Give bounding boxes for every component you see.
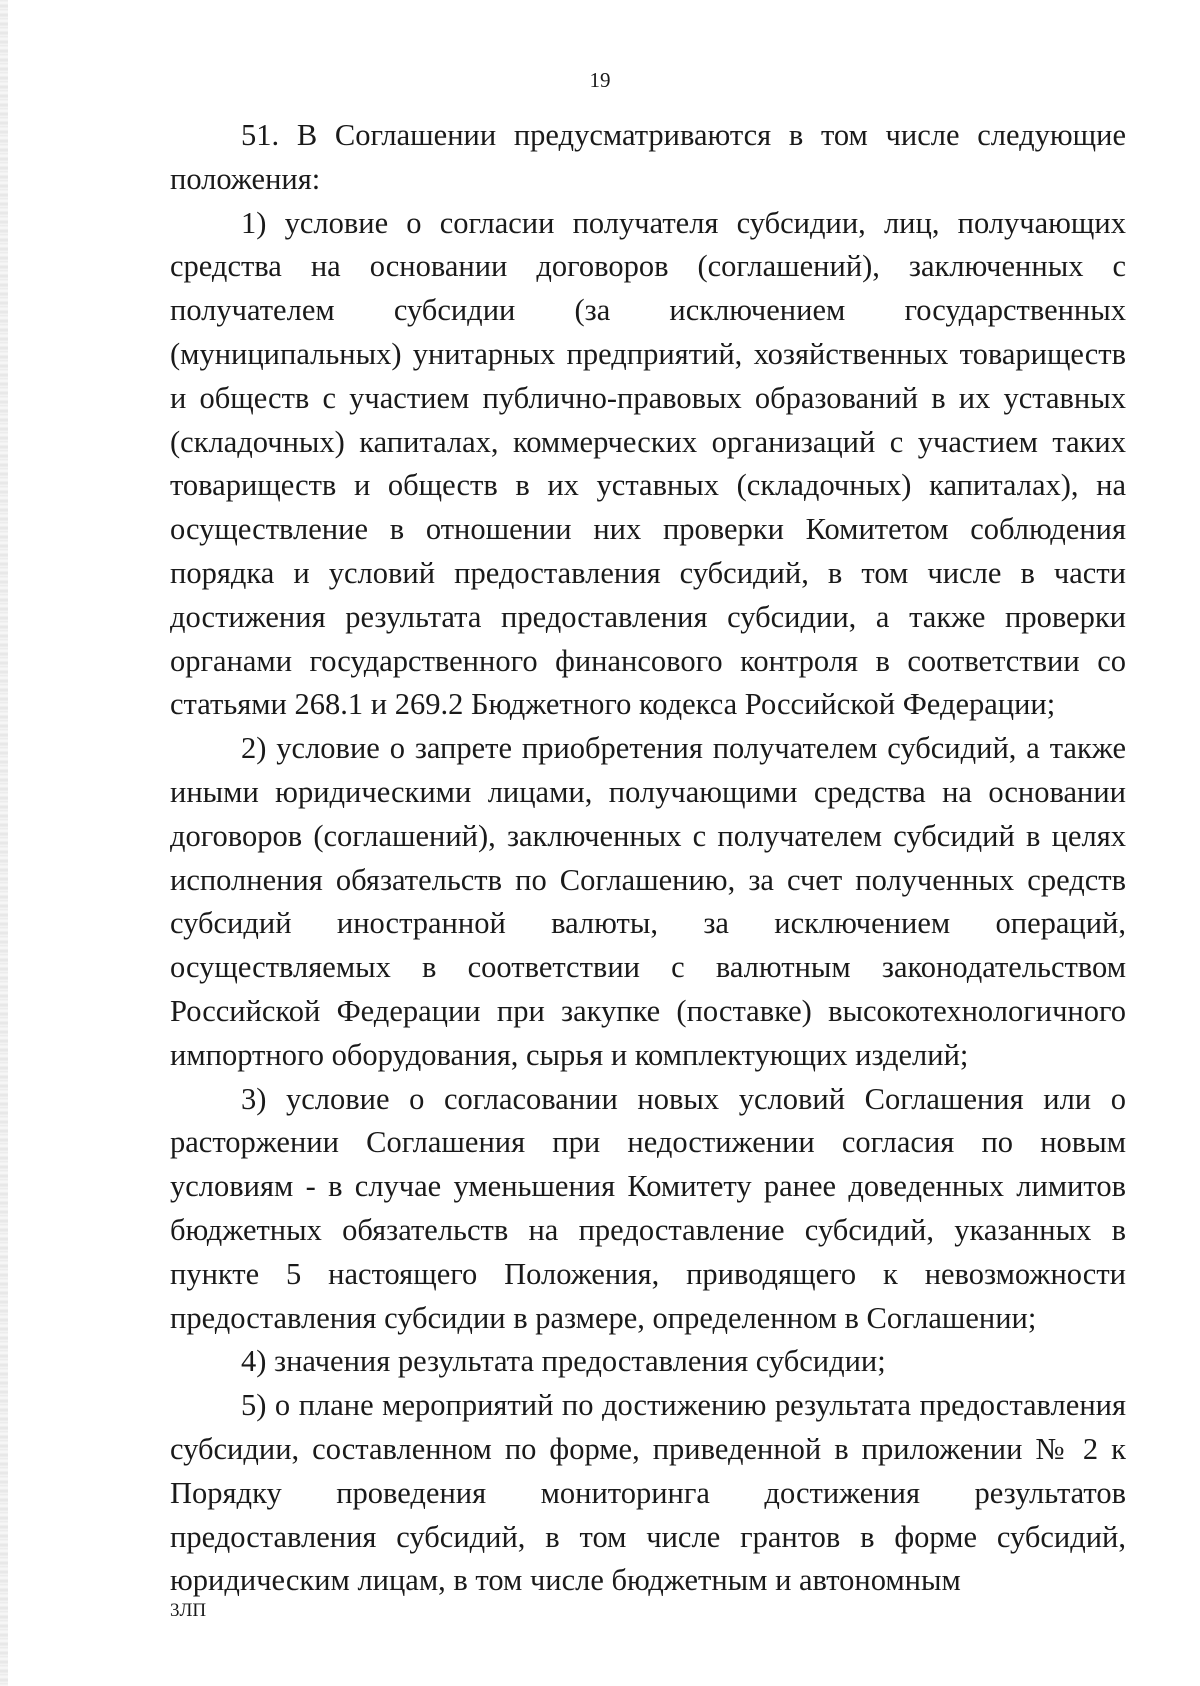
paragraph-item-2: 2) условие о запрете приобретения получателем субсидий, а также иными юридическими лицами, получающими средства на основании договоров (соглашений), заключенных с получателем субсидий в целях исполнения обязательств по Соглашению, за счет полученных средств субсидий иностранной валюты, за исключением операций, осуществляемых в соответствии с валютным законодательством Российской Федерации при закупке (поставке) высокотехнологичного импортного оборудования, сырья и комплектующих изделий; — [170, 731, 1126, 1072]
paragraph-item-3: 3) условие о согласовании новых условий Соглашения или о расторжении Соглашения при недостижении согласия по новым условиям - в случае уменьшения Комитету ранее доведенных лимитов бюджетных обязательств на предоставление субсидий, указанных в пункте 5 настоящего Положения, приводящего к невозможности предоставления субсидии в размере, определенном в Соглашении; — [170, 1081, 1126, 1335]
paragraph-51-intro: 51. В Соглашении предусматриваются в том числе следующие положения: — [170, 118, 1126, 196]
paragraph-item-1: 1) условие о согласии получателя субсидии, лиц, получающих средства на основании договоров (соглашений), заключенных с получателем субсидии (за исключением государственных (муниципальных) унитарных предприятий, хозяйственных товариществ и обществ с участием публично-правовых образований в их уставных (складочных) капиталах, коммерческих организаций с участием таких товариществ и обществ в их уставных (складочных) капиталах), на осуществление в отношении них проверки Комитетом соблюдения порядка и условий предоставления субсидий, в том числе в части достижения результата предоставления субсидии, а также проверки органами государственного финансового контроля в соответствии со статьями 268.1 и 269.2 Бюджетного кодекса Российской Федерации; — [170, 205, 1126, 722]
paragraph-item-4: 4) значения результата предоставления субсидии; — [241, 1344, 886, 1379]
page-number: 19 — [589, 68, 611, 92]
scan-edge-artifact — [0, 0, 8, 1686]
footer-document-code: 3ЛП — [170, 1600, 207, 1621]
document-body — [170, 114, 1126, 1603]
paragraph-item-5: 5) о плане мероприятий по достижению результата предоставления субсидии, составленном по форме, приведенной в приложении № 2 к Порядку проведения мониторинга достижения результатов предоставления субсидий, в том числе грантов в форме субсидий, юридическим лицам, в том числе бюджетным и автономным — [170, 1388, 1126, 1598]
